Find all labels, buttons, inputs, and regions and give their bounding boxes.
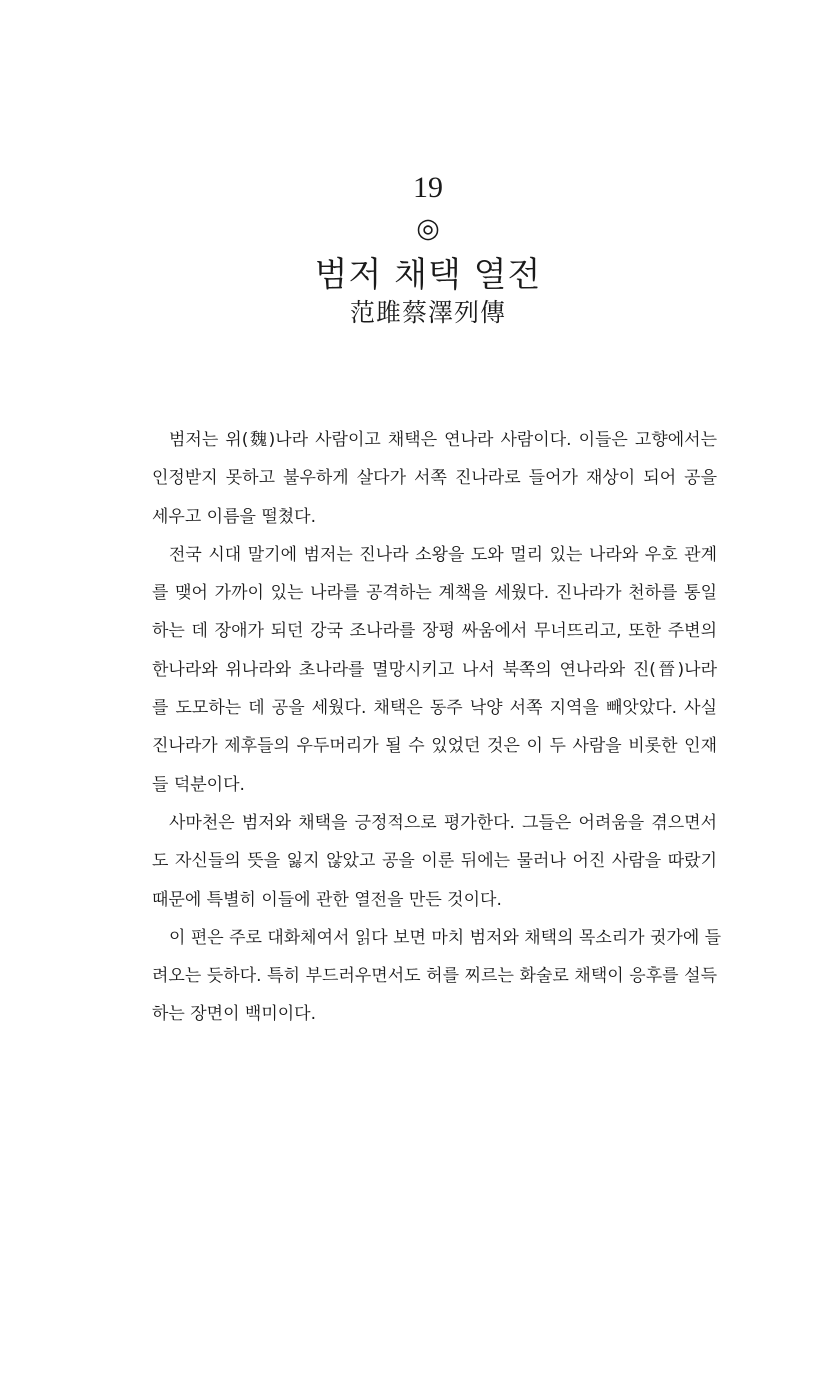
text-line: 인정받지 못하고 불우하게 살다가 서쪽 진나라로 들어가 재상이 되어 공을 <box>152 468 717 489</box>
chapter-title-korean: 범저 채택 열전 <box>314 255 542 295</box>
text-line: 범저는 위(魏)나라 사람이고 채택은 연나라 사람이다. 이들은 고향에서는 <box>169 430 717 450</box>
text-line: 도 자신들의 뜻을 잃지 않았고 공을 이룬 뒤에는 물러나 어진 사람을 따랐기 <box>152 851 717 872</box>
paragraph-4 <box>152 919 722 1034</box>
text-line: 진나라가 제후들의 우두머리가 될 수 있었던 것은 이 두 사람을 비롯한 인재 <box>152 736 717 757</box>
text-line: 이 편은 주로 대화체여서 읽다 보면 마치 범저와 채택의 목소리가 귓가에 들 <box>169 927 722 948</box>
paragraph-1 <box>152 421 717 536</box>
text-line: 를 도모하는 데 공을 세웠다. 채택은 동주 낙양 서쪽 지역을 빼앗았다. 사실 <box>152 698 717 719</box>
text-line: 하는 장면이 백미이다. <box>152 1004 317 1025</box>
chapter-number: 19 <box>413 171 443 204</box>
text-line: 세우고 이름을 떨쳤다. <box>152 506 317 527</box>
text-line: 를 맺어 가까이 있는 나라를 공격하는 계책을 세웠다. 진나라가 천하를 통일 <box>152 583 717 604</box>
text-line: 한나라와 위나라와 초나라를 멸망시키고 나서 북쪽의 연나라와 진(晉)나라 <box>152 659 717 680</box>
text-line: 때문에 특별히 이들에 관한 열전을 만든 것이다. <box>152 889 502 910</box>
text-line: 하는 데 장애가 되던 강국 조나라를 장평 싸움에서 무너뜨리고, 또한 주변의 <box>152 621 717 642</box>
chapter-title-hanja: 范雎蔡澤列傳 <box>349 298 506 327</box>
text-line: 려오는 듯하다. 특히 부드러우면서도 허를 찌르는 화술로 채택이 응후를 설득 <box>152 966 717 987</box>
paragraph-3 <box>152 804 717 919</box>
text-line: 사마천은 범저와 채택을 긍정적으로 평가한다. 그들은 어려움을 겪으면서 <box>169 812 717 833</box>
chapter-introduction <box>152 421 722 1034</box>
chapter-ornament-icon: ◎ <box>416 213 440 244</box>
text-line: 전국 시대 말기에 범저는 진나라 소왕을 도와 멀리 있는 나라와 우호 관계 <box>169 544 717 565</box>
paragraph-2 <box>152 536 717 804</box>
text-line: 들 덕분이다. <box>152 774 245 795</box>
